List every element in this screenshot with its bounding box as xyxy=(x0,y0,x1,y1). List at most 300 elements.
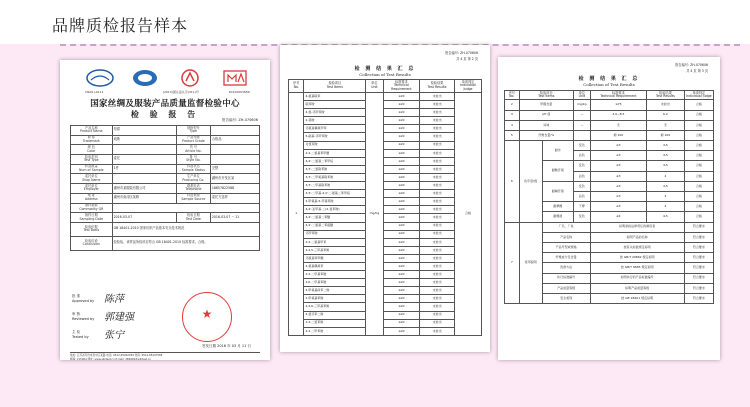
requirement: ≤20 xyxy=(383,101,420,109)
accreditation-logos xyxy=(85,68,250,90)
sub-item: 变色 xyxy=(573,141,590,151)
judgement: 合格 xyxy=(684,130,713,140)
logo-caption: 2012000365D xyxy=(228,90,250,94)
group-unit: mg/kg xyxy=(366,93,383,336)
sub-item: 产品号型或规格 xyxy=(542,242,590,252)
test-result: 未检出 xyxy=(420,133,455,141)
table-header-cell: 检验项目 Test Items xyxy=(519,91,573,100)
test-result: 未检出 xyxy=(420,206,455,214)
info-row xyxy=(71,155,260,165)
requirement: ≤20 xyxy=(383,279,420,287)
table-row xyxy=(289,311,482,319)
test-item: 2,4,6-三甲基苯胺 xyxy=(304,303,366,311)
info-label: 样品数量 Num of Sample xyxy=(71,164,113,174)
test-item: 4,4'-二氨基二苯硫醚 xyxy=(304,222,366,230)
table-row xyxy=(289,327,482,335)
judgement: 符合要求 xyxy=(684,232,713,242)
colorfast-type: 耐唾液 xyxy=(542,212,573,222)
test-item: 4-氯-邻甲苯胺 xyxy=(304,109,366,117)
requirement: 按有关标准规定标明 xyxy=(590,242,684,252)
test-result: 4 xyxy=(647,192,685,202)
requirement: 标明产品的名称 xyxy=(590,232,684,242)
sub-item: 洗涤方法 xyxy=(542,263,590,273)
table-row xyxy=(289,222,482,230)
seal-star-icon: ★ xyxy=(201,307,213,321)
test-item: 邻甲苯胺 xyxy=(304,230,366,238)
info-label: 批 号 Style No. xyxy=(176,155,210,165)
test-item: 邻氨基苯甲醚 xyxy=(304,254,366,262)
info-label: 货 号 Article No. xyxy=(176,145,210,155)
info-value: 委托 xyxy=(112,155,176,165)
test-result: 未检出 xyxy=(420,182,455,190)
info-label: 产品名称 Product Name xyxy=(71,126,113,136)
info-label: 委托单位 Shop Name xyxy=(71,174,113,184)
info-value: 迪斯 xyxy=(112,135,176,145)
requirement: ≤20 xyxy=(383,246,420,254)
item-number: 7 xyxy=(505,222,520,304)
judgement: 符合要求 xyxy=(684,283,713,293)
test-item: pH 值 xyxy=(519,110,573,120)
requirement: ≤20 xyxy=(383,295,420,303)
requirement: ≤20 xyxy=(383,141,420,149)
test-result: 未检出 xyxy=(420,141,455,149)
test-item: 4-氨基偶氮苯 xyxy=(304,262,366,270)
test-item: 4,4'-二氨基二苯甲烷 xyxy=(304,157,366,165)
test-result: 未检出 xyxy=(420,157,455,165)
test-item: 3,3'-二甲基联苯胺 xyxy=(304,182,366,190)
judgement: 合格 xyxy=(684,212,713,222)
judgement: 合格 xyxy=(684,161,713,171)
test-item: 5-硝基-邻甲苯胺 xyxy=(304,133,366,141)
judgement: 合格 xyxy=(684,141,713,151)
info-label: 检验类别 Test Type xyxy=(71,155,113,165)
requirement: 无 xyxy=(590,120,646,130)
sub-item: 干摩 xyxy=(573,202,590,212)
info-value: 湖州市南浔区某路 xyxy=(112,193,176,203)
item-number: 3 xyxy=(505,110,520,120)
sub-item: 变色 xyxy=(573,181,590,191)
judgement: 符合要求 xyxy=(684,293,713,303)
test-result: 未检出 xyxy=(420,165,455,173)
requirement: ≤20 xyxy=(383,214,420,222)
requirement: ≤20 xyxy=(383,206,420,214)
test-item: 2-甲氧基-5-甲基苯胺 xyxy=(304,198,366,206)
info-label: 检验结论 Conclusion xyxy=(71,236,113,250)
test-result: 未检出 xyxy=(420,271,455,279)
judgement: 合格 xyxy=(684,192,713,202)
requirement: ≤20 xyxy=(383,230,420,238)
requirement: ≤20 xyxy=(383,182,420,190)
info-value: 湖州市开发区某 xyxy=(210,174,259,184)
requirement: 标明执行的产品标准编号 xyxy=(590,273,684,283)
info-value: 湖州市某服装有限公司 xyxy=(112,184,176,194)
info-value: 短裙 xyxy=(112,126,176,136)
sub-item: 变色 xyxy=(573,212,590,222)
requirement: ≤20 xyxy=(383,109,420,117)
test-result: 未检出 xyxy=(420,117,455,125)
sub-item: 沾色 xyxy=(573,192,590,202)
unit: — xyxy=(573,120,590,130)
info-label: 抽样基数 Commodity QR xyxy=(71,203,113,213)
table-header-cell: 检验结果 Test Results xyxy=(420,80,455,93)
info-row xyxy=(71,213,260,223)
general-results-table xyxy=(504,90,714,304)
info-value: 委托方送样 xyxy=(210,193,259,203)
colorfast-type: 耐摩擦 xyxy=(542,202,573,212)
info-value: 2016-03-07 ~ 11 xyxy=(210,213,259,223)
info-label: 检验依据 Test Basis xyxy=(71,222,113,236)
test-item: 2,6-二甲基苯胺 xyxy=(304,279,366,287)
test-result: 4-5 xyxy=(647,151,685,161)
report-number: 报告编号: ZH-070606 xyxy=(675,63,708,67)
sub-item: 纤维成分及含量 xyxy=(542,253,590,263)
info-row xyxy=(71,222,260,236)
info-value: 1件 xyxy=(112,164,176,174)
table-row xyxy=(289,165,482,173)
table-header-cell: 序号 No. xyxy=(505,91,520,100)
footer-line: 邮编: 215004 网址: www.silktest.cn E-mail: 389949@silktest.cn xyxy=(70,357,151,360)
requirement: ≤20 xyxy=(383,287,420,295)
test-item: 异味 xyxy=(519,120,573,130)
requirement: ≤20 xyxy=(383,133,420,141)
test-result: 4-5 xyxy=(647,161,685,171)
tester-label: 主 检 Tested by xyxy=(72,330,89,339)
report-footer xyxy=(70,352,260,360)
table-row xyxy=(289,262,482,270)
tester-signature: 张宁 xyxy=(104,330,124,341)
table-row xyxy=(289,133,482,141)
unit xyxy=(573,130,590,140)
test-result: 未检出 xyxy=(420,311,455,319)
test-item: 联苯胺 xyxy=(304,101,366,109)
test-item: 2-甲氧基苯胺 xyxy=(304,295,366,303)
table-row xyxy=(289,173,482,181)
official-seal xyxy=(182,292,232,342)
table-row xyxy=(289,230,482,238)
requirement: ≤20 xyxy=(383,198,420,206)
test-result: 未检出 xyxy=(420,101,455,109)
test-result: 未检出 xyxy=(420,190,455,198)
info-value xyxy=(112,203,259,213)
requirement: ≤20 xyxy=(383,311,420,319)
table-header-cell: 标准要求 Technical Requirement xyxy=(383,80,420,93)
info-row xyxy=(71,184,260,194)
requirement: ≥3 xyxy=(590,171,646,181)
table-row xyxy=(289,254,482,262)
info-label: 地 址 Address xyxy=(71,193,113,203)
sub-item: 变色 xyxy=(573,161,590,171)
test-result: 4-5 xyxy=(647,212,685,222)
info-value xyxy=(112,145,176,155)
test-item: 2,4-二甲基苯胺 xyxy=(304,271,366,279)
info-label: 产品等级 Product Grade xyxy=(176,135,210,145)
table-row xyxy=(289,117,482,125)
table-header-row xyxy=(289,80,482,93)
info-row xyxy=(71,164,260,174)
info-value: 18657822588 xyxy=(210,184,259,194)
colorfast-type: 耐碱汗渍 xyxy=(542,181,573,201)
test-result: 6.2 xyxy=(647,110,685,120)
item-number: 5 xyxy=(505,130,520,140)
judgement: 合格 xyxy=(684,151,713,161)
test-result: 未检出 xyxy=(420,303,455,311)
test-result: 4 xyxy=(647,171,685,181)
requirement: ≤20 xyxy=(383,303,420,311)
cal-icon xyxy=(175,68,205,88)
test-item: 2,4-二氨基甲苯 xyxy=(304,238,366,246)
test-item: 2,4,5-三甲基苯胺 xyxy=(304,246,366,254)
table-row xyxy=(289,295,482,303)
test-result: 未检出 xyxy=(420,125,455,133)
requirement: ≤20 xyxy=(383,149,420,157)
requirement: 按 GB 18401 规定标明 xyxy=(590,293,684,303)
requirement: ≥3 xyxy=(590,192,646,202)
page-title: 品牌质检报告样本 xyxy=(52,16,189,35)
table-row xyxy=(289,214,482,222)
info-label: 商 标 Trademark xyxy=(71,135,113,145)
info-label: 规格型号 Type xyxy=(176,126,210,136)
test-result: 未检出 xyxy=(420,93,455,101)
info-label: 检验日期 Test Date xyxy=(176,213,210,223)
results-subtitle: Collection of Test Results xyxy=(583,82,635,87)
test-item: 3,3'-二甲氧基联苯胺 xyxy=(304,173,366,181)
test-item: 4-甲氧基间苯二胺 xyxy=(304,287,366,295)
table-row xyxy=(289,109,482,117)
info-label: 颜 色 Color xyxy=(71,145,113,155)
requirement: ≥3 xyxy=(590,202,646,212)
test-item: 3,3'-二甲基-4,4'-二氨基二苯甲烷 xyxy=(304,190,366,198)
requirement: ≤20 xyxy=(383,262,420,270)
table-row xyxy=(289,238,482,246)
table-row xyxy=(505,100,714,110)
requirement: ≤20 xyxy=(383,238,420,246)
results-sheet-azo xyxy=(280,45,490,352)
requirement: 按 GB/T 29862 规定标明 xyxy=(590,253,684,263)
table-row xyxy=(289,319,482,327)
requirement: ≤20 xyxy=(383,165,420,173)
table-row xyxy=(505,141,714,151)
test-item: 4,4'-二氨基二苯醚 xyxy=(304,214,366,222)
table-row xyxy=(289,182,482,190)
table-row xyxy=(289,246,482,254)
requirement: ≤20 xyxy=(383,125,420,133)
test-item: 2,4-二甲苯胺 xyxy=(304,327,366,335)
test-result: 4-5 xyxy=(647,181,685,191)
requirement: 标明产品质量等级 xyxy=(590,283,684,293)
table-header-row xyxy=(505,91,714,100)
logo-caption: CNAS L0111 xyxy=(85,90,104,94)
test-item: 2,4-二氨基苯甲醚 xyxy=(304,149,366,157)
judgement: 合格 xyxy=(684,181,713,191)
item-number: 6 xyxy=(505,141,520,223)
info-value: 完整 xyxy=(210,164,259,174)
requirement: ≤20 xyxy=(383,117,420,125)
judgement: 合格 xyxy=(684,100,713,110)
sub-item: 产品质量等级 xyxy=(542,283,590,293)
judgement: 符合要求 xyxy=(684,263,713,273)
requirement: ≤20 xyxy=(383,93,420,101)
cnas-icon xyxy=(130,68,160,88)
info-value xyxy=(210,145,259,155)
test-result: 未检出 xyxy=(420,279,455,287)
logo-caption: (2013)国认监认字(311)号 xyxy=(162,90,199,94)
table-row xyxy=(505,110,714,120)
table-header-cell: 单位 Unit xyxy=(573,91,590,100)
table-row xyxy=(289,303,482,311)
page-indicator: 共 4 页 第 3 页 xyxy=(686,69,708,73)
sub-item: 沾色 xyxy=(573,171,590,181)
test-result: 未检出 xyxy=(420,214,455,222)
colorfast-type: 耐酸汗渍 xyxy=(542,161,573,181)
table-row xyxy=(289,101,482,109)
test-result: 未检出 xyxy=(420,222,455,230)
sample-info-table xyxy=(70,125,260,251)
table-row xyxy=(289,93,482,101)
info-value: 经检验，该样品所检项目符合 GB 18401-2010 标准要求，合格。 xyxy=(112,236,259,250)
test-result: 未检出 xyxy=(420,319,455,327)
azo-results-table xyxy=(288,79,482,336)
test-result: 未检出 xyxy=(420,198,455,206)
test-result: 未检出 xyxy=(420,149,455,157)
test-item: 对氯苯胺 xyxy=(304,141,366,149)
test-item-group: 色牢度/级 xyxy=(519,141,542,223)
test-result: 未检出 xyxy=(420,230,455,238)
requirement: ≥3 xyxy=(590,181,646,191)
logo-captions xyxy=(85,90,250,94)
info-value xyxy=(210,155,259,165)
test-result: 未检出 xyxy=(420,173,455,181)
results-subtitle: Collection of Test Results xyxy=(359,72,411,77)
results-sheet-general xyxy=(498,57,720,360)
group-number: 1 xyxy=(289,93,304,336)
judgement: 合格 xyxy=(684,171,713,181)
judgement: 合格 xyxy=(684,202,713,212)
sub-item: 沾色 xyxy=(573,151,590,161)
test-result: 棉 100 xyxy=(647,130,685,140)
report-number: 报告编号: ZH-070606 xyxy=(222,118,258,122)
requirement: 棉 100 xyxy=(590,130,646,140)
requirement: 按 GB/T 8685 规定标明 xyxy=(590,263,684,273)
test-result: 未检出 xyxy=(420,327,455,335)
info-value xyxy=(112,174,176,184)
info-value: GB 18401-2010 国家纺织产品基本安全技术规范 xyxy=(112,222,259,236)
table-header-cell: 标准要求 Technical Requirement xyxy=(590,91,646,100)
unit: mg/kg xyxy=(573,100,590,110)
requirement: ≤20 xyxy=(383,157,420,165)
report-title: 检 验 报 告 xyxy=(130,109,200,119)
table-row xyxy=(289,149,482,157)
cma-icon xyxy=(220,68,250,88)
table-row xyxy=(289,125,482,133)
requirement: ≤75 xyxy=(590,100,646,110)
info-label: 生产单位 Producing Co. xyxy=(176,174,210,184)
requirement: ≥4 xyxy=(590,212,646,222)
page-header xyxy=(0,0,750,44)
signature-block xyxy=(72,292,258,352)
info-label: 委托单位 Employer xyxy=(71,184,113,194)
results-title: 检 测 结 果 汇 总 xyxy=(354,66,416,72)
judgement: 符合要求 xyxy=(684,253,713,263)
info-label: 样品状态 Sample Status xyxy=(176,164,210,174)
table-row xyxy=(289,279,482,287)
test-result: 未检出 xyxy=(647,100,685,110)
info-row xyxy=(71,135,260,145)
table-header-cell: 检验项目 Test Items xyxy=(304,80,366,93)
test-item: 1,4-二氯苯胺 xyxy=(304,319,366,327)
test-result: 4-5 xyxy=(647,141,685,151)
test-result: 未检出 xyxy=(420,246,455,254)
test-result: 未检出 xyxy=(420,238,455,246)
test-item: 2-萘胺 xyxy=(304,117,366,125)
item-number: 2 xyxy=(505,100,520,110)
sub-item: 执行标准编号 xyxy=(542,273,590,283)
sub-item: 产品名称 xyxy=(542,232,590,242)
info-value xyxy=(210,126,259,136)
requirement: ≤20 xyxy=(383,271,420,279)
page-indicator: 共 4 页 第 2 页 xyxy=(456,57,478,61)
test-item: 3,3'-二氯联苯胺 xyxy=(304,165,366,173)
info-label: 联系电话 Telephone xyxy=(176,184,210,194)
table-row xyxy=(505,222,714,232)
info-row xyxy=(71,126,260,136)
info-row xyxy=(71,145,260,155)
report-cover-sheet xyxy=(60,60,270,360)
requirement: ≤20 xyxy=(383,190,420,198)
test-result: 未检出 xyxy=(420,254,455,262)
test-item: 甲醛含量 xyxy=(519,100,573,110)
unit: — xyxy=(573,110,590,120)
table-row xyxy=(289,287,482,295)
table-header-cell: 单位 Unit xyxy=(366,80,383,93)
requirement: 标明承担法律责任的制造者 xyxy=(590,222,684,232)
judgement: 符合要求 xyxy=(684,242,713,252)
table-header-cell: 单项判定 Individual Judge xyxy=(454,80,481,93)
judgement: 符合要求 xyxy=(684,222,713,232)
judgement: 符合要求 xyxy=(684,273,713,283)
approver-signature: 陈萍 xyxy=(104,294,124,305)
table-row xyxy=(505,130,714,140)
test-item: 4-氨基联苯 xyxy=(304,93,366,101)
reviewer-signature: 郭建强 xyxy=(104,312,134,323)
approver-label: 批 准 Approved by xyxy=(72,294,95,303)
table-row xyxy=(289,198,482,206)
results-title: 检 测 结 果 汇 总 xyxy=(578,76,640,82)
info-value: 合格品 xyxy=(210,135,259,145)
report-number: 报告编号: ZH-070606 xyxy=(445,51,478,55)
reviewer-label: 审 核 Reviewed by xyxy=(72,312,95,321)
info-label: 样品来源 Sample Source xyxy=(176,193,210,203)
sub-item: 厂名、厂址 xyxy=(542,222,590,232)
issuing-center-name: 国家丝绸及服装产品质量监督检验中心 xyxy=(90,99,240,109)
requirement: 4.0~8.5 xyxy=(590,110,646,120)
table-header-cell: 单项判定 Individual Judge xyxy=(686,90,712,99)
table-row xyxy=(289,271,482,279)
requirement: ≥3 xyxy=(590,161,646,171)
footer-line: 地址: 江苏省苏州市吴中区某路 电话: 0512-65202059 传真: 0512-65207568 xyxy=(70,354,163,357)
table-row xyxy=(289,190,482,198)
info-row xyxy=(71,203,260,213)
requirement: ≤20 xyxy=(383,254,420,262)
ilac-mra-icon xyxy=(85,68,115,88)
requirement: ≤20 xyxy=(383,222,420,230)
test-result: 未检出 xyxy=(420,109,455,117)
test-result: 4 xyxy=(647,202,685,212)
info-value: 2016-03-07 xyxy=(112,213,176,223)
requirement: ≤20 xyxy=(383,327,420,335)
info-row xyxy=(71,236,260,250)
requirement: ≤20 xyxy=(383,319,420,327)
test-item-group: 使用说明 xyxy=(519,222,542,304)
